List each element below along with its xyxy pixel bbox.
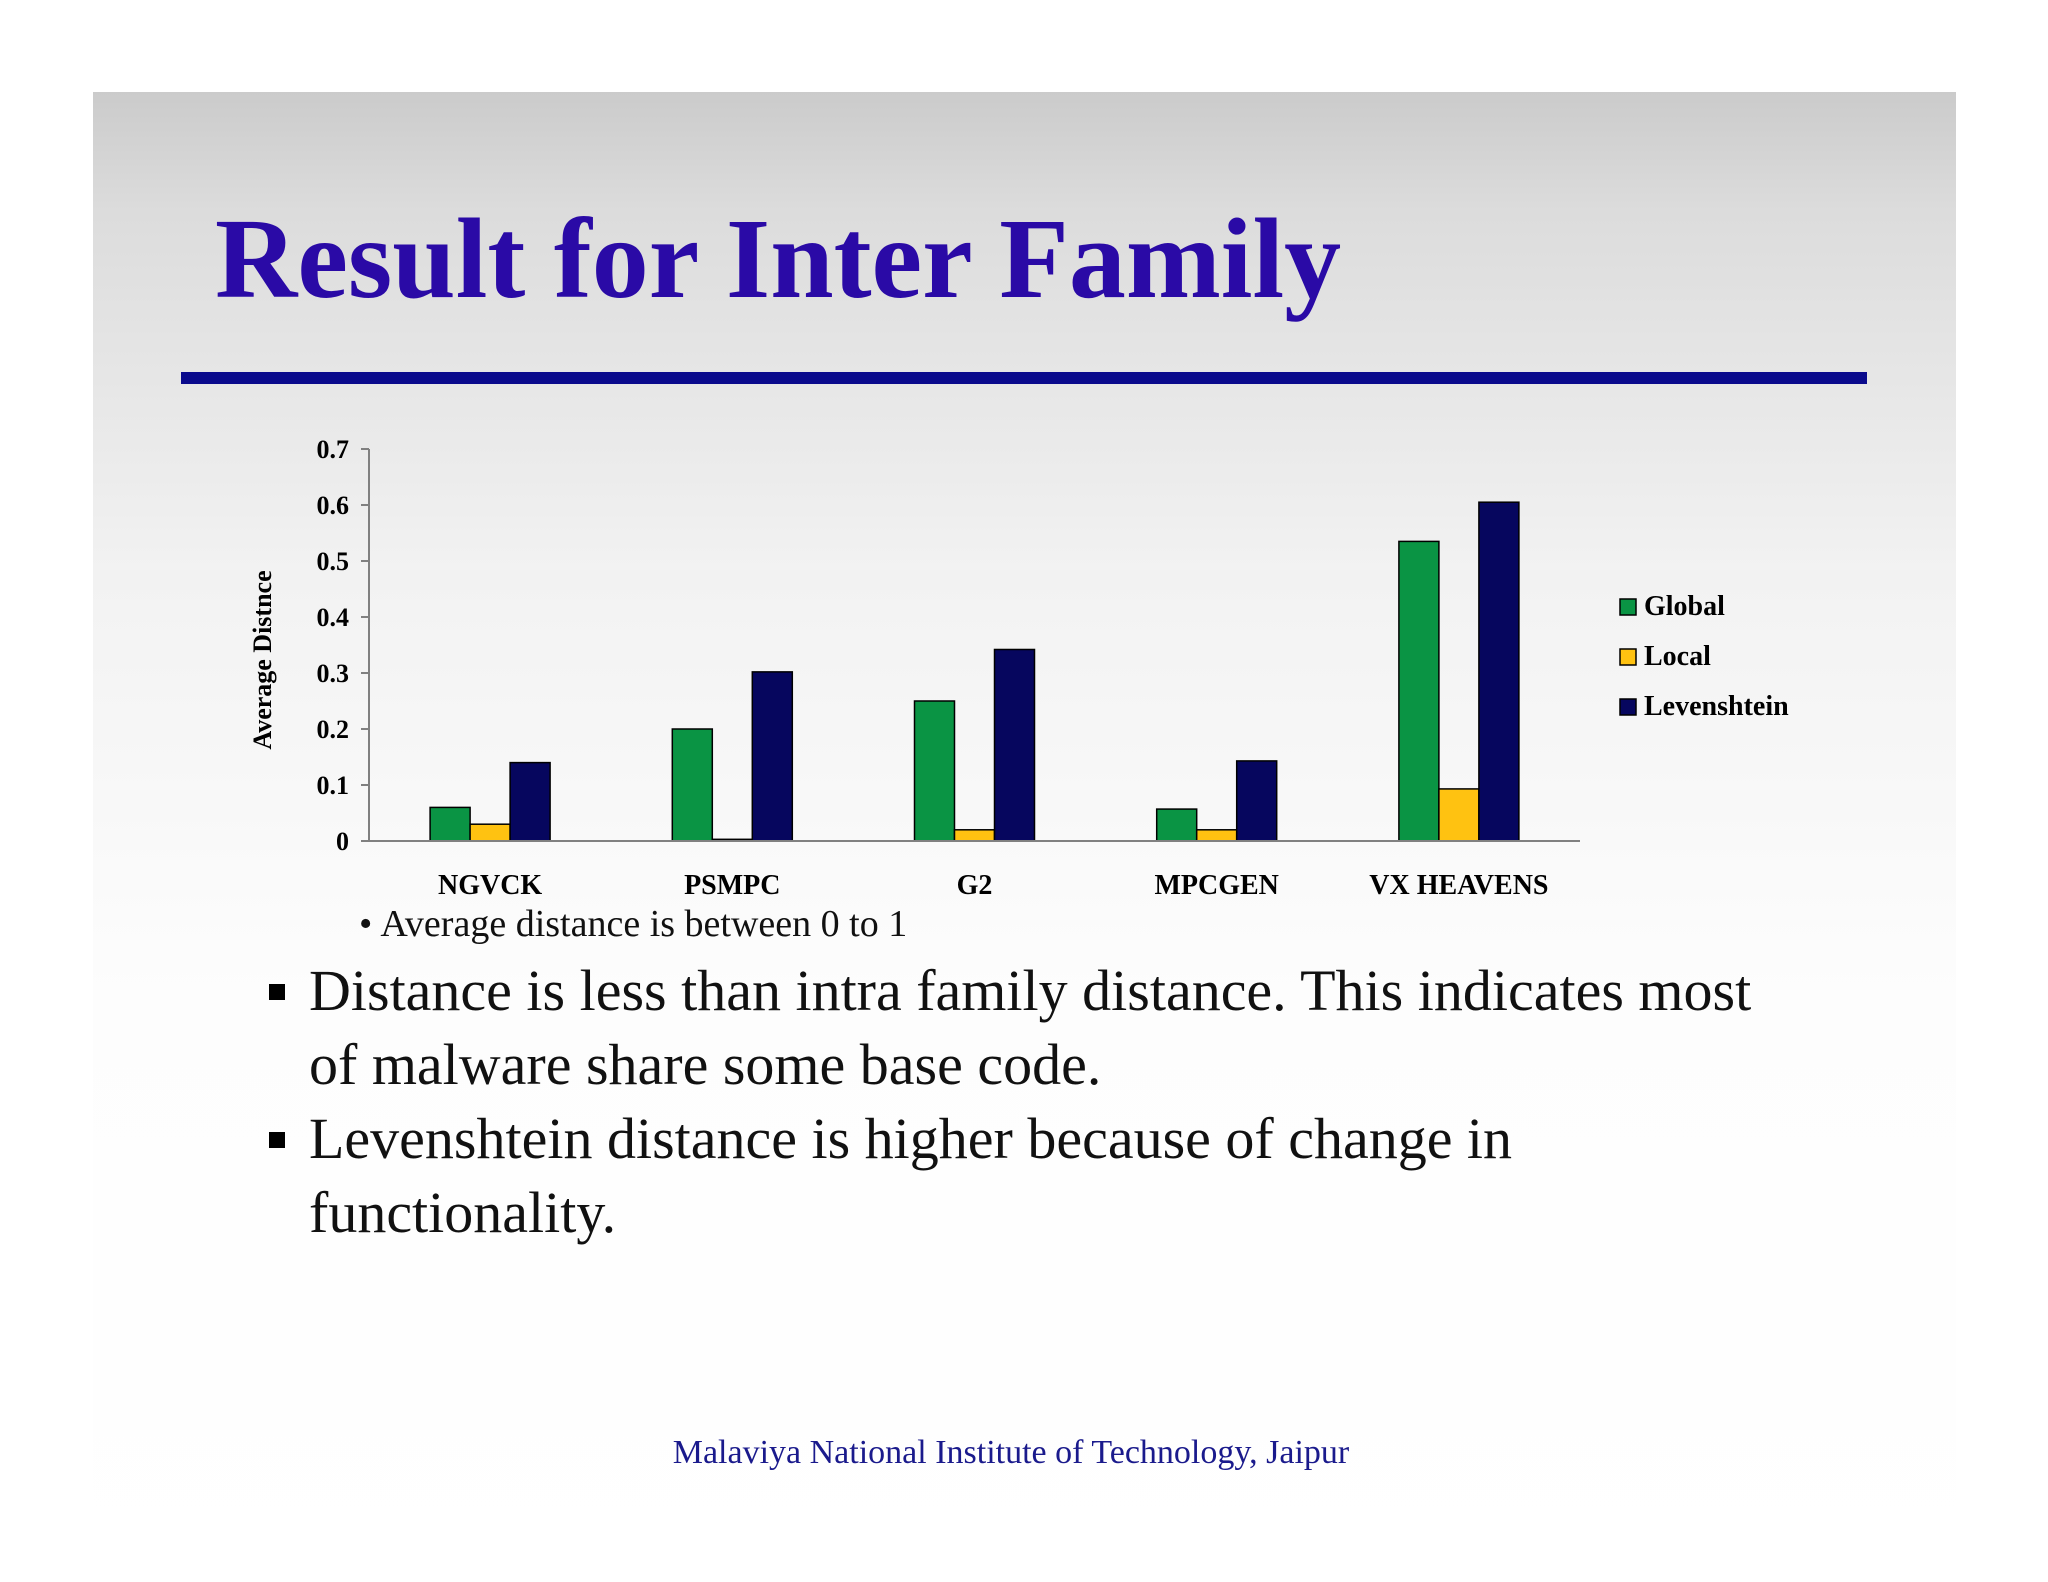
bullet-item — [269, 1102, 1769, 1250]
x-tick-label: PSMPC — [684, 870, 781, 901]
legend-label-levenshtein: Levenshtein — [1644, 691, 1789, 722]
footer-institution: Malaviya National Institute of Technology, Jaipur — [672, 1434, 1350, 1471]
bar-chart — [93, 92, 1956, 992]
legend-label-global: Global — [1644, 591, 1725, 622]
bar-levenshtein-ngvck — [510, 763, 550, 841]
bullet-text: Levenshtein distance is higher because of change in functionality. — [309, 1106, 1513, 1245]
bar-global-g2 — [915, 701, 955, 841]
chart-note — [359, 904, 907, 946]
bar-levenshtein-g2 — [995, 649, 1035, 841]
bar-series — [430, 502, 1519, 841]
bullet-square-icon — [269, 1132, 285, 1148]
bar-levenshtein-mpcgen — [1237, 761, 1277, 841]
note-bullet: • — [359, 903, 373, 945]
legend-swatch-levenshtein — [1620, 699, 1636, 715]
chart-legend — [1620, 591, 1789, 722]
bar-global-psmpc — [672, 729, 712, 841]
legend-swatch-local — [1620, 649, 1636, 665]
y-tick-label: 0.4 — [316, 603, 349, 632]
x-axis-labels — [438, 870, 1549, 901]
bullet-text: Distance is less than intra family distance. This indicates most of malware share some base code. — [309, 958, 1752, 1097]
y-tick-label: 0.2 — [316, 715, 349, 744]
bullet-list — [269, 954, 1769, 1250]
bar-global-mpcgen — [1157, 809, 1197, 841]
bar-global-ngvck — [430, 807, 470, 841]
bar-levenshtein-vx-heavens — [1479, 502, 1519, 841]
bar-global-vx-heavens — [1399, 541, 1439, 841]
x-tick-label: VX HEAVENS — [1369, 870, 1549, 901]
y-tick-label: 0.3 — [316, 659, 349, 688]
note-text: Average distance is between 0 to 1 — [380, 903, 908, 945]
bullet-square-icon — [269, 984, 285, 1000]
slide-title: Result for Inter Family — [215, 195, 1342, 322]
slide — [93, 92, 1956, 1582]
y-tick-label: 0.1 — [316, 771, 349, 800]
legend-label-local: Local — [1644, 641, 1711, 672]
bar-local-ngvck — [470, 824, 510, 841]
bar-local-mpcgen — [1197, 830, 1237, 841]
y-tick-label: 0.6 — [316, 491, 349, 520]
bar-local-g2 — [955, 830, 995, 841]
bar-local-vx-heavens — [1439, 789, 1479, 841]
y-axis-title: Average Distnce — [248, 570, 277, 750]
bar-levenshtein-psmpc — [752, 672, 792, 841]
y-tick-label: 0.5 — [316, 547, 349, 576]
y-tick-label: 0.7 — [316, 435, 349, 464]
x-tick-label: G2 — [956, 870, 993, 901]
x-tick-label: NGVCK — [437, 870, 543, 901]
y-tick-label: 0 — [336, 827, 349, 856]
bullet-item — [269, 954, 1769, 1102]
legend-swatch-global — [1620, 599, 1636, 615]
x-tick-label: MPCGEN — [1154, 870, 1279, 901]
y-axis-ticks — [317, 435, 370, 856]
